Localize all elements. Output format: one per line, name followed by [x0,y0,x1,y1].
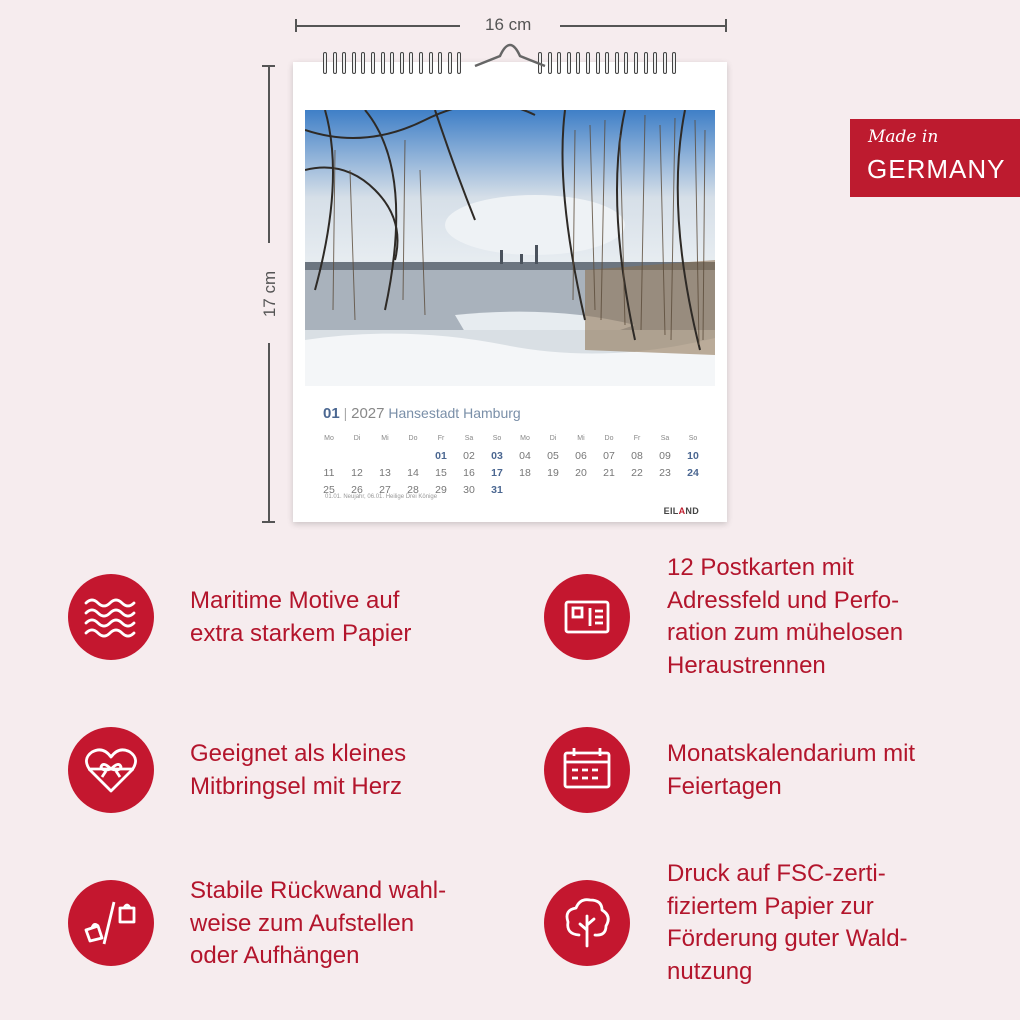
spiral-coil [663,52,667,74]
weekday-header: So [688,435,698,442]
made-in-germany-badge [850,119,1020,197]
spiral-binding-right [538,52,676,78]
hanger-icon [470,36,550,76]
calendar-day: 21 [603,466,615,479]
weekday-header: Fr [437,435,445,442]
spiral-coil [400,52,404,74]
calendar-day: 11 [323,466,335,479]
calendar-day: 09 [659,449,671,462]
width-tick-left [295,19,297,32]
calendar-day: 22 [631,466,643,479]
calendar-day: 28 [407,483,419,496]
calendar-day: 13 [379,466,391,479]
postcard-icon [544,574,630,660]
width-label: 16 cm [485,15,532,34]
spiral-coil [605,52,609,74]
calendar-day: 18 [519,466,531,479]
heart-gift-icon [68,727,154,813]
calendar-day: 29 [435,483,447,496]
brand-logo: EILAND [663,506,699,516]
calendar-day: 23 [659,466,671,479]
spiral-coil [576,52,580,74]
spiral-coil [457,52,461,74]
calendar-photo [305,110,715,386]
weekday-header: Mo [520,435,530,442]
badge-made-in: Made in [868,127,939,147]
calendar-day: 27 [379,483,391,496]
calendar-day: 05 [547,449,559,462]
weekday-header: Sa [464,435,474,442]
spiral-coil [381,52,385,74]
spiral-coil [409,52,413,74]
feature-gift: Geeignet als kleines Mitbringsel mit Herz [190,740,407,800]
calendar-grid [315,430,713,498]
spiral-coil [644,52,648,74]
weekday-header: Do [408,435,418,442]
calendar-day: 08 [631,449,643,462]
weekday-header: Mi [577,435,585,442]
calendar-heading: 01 | 2027 Hansestadt Hamburg [323,405,521,422]
spiral-coil [586,52,590,74]
feature-maritime: Maritime Motive auf extra starkem Papier [190,587,412,647]
calendar-day: 01 [435,449,447,462]
calendar-day: 17 [491,466,503,479]
height-tick-bottom [262,521,275,523]
spiral-coil [390,52,394,74]
weekday-header: Do [604,435,614,442]
calendar-month: 01 [323,405,340,422]
spiral-coil [557,52,561,74]
height-tick-top [262,65,275,67]
calendar-day: 06 [575,449,587,462]
feature-postcards: 12 Postkarten mit Adressfeld und Perfo- ration zum mühelosen Heraustrennen [667,554,904,679]
calendar-day: 31 [491,483,503,496]
spiral-binding-left [323,52,461,78]
spiral-coil [342,52,346,74]
calendar-day: 07 [603,449,615,462]
calendar-day: 15 [435,466,447,479]
calendar-year: 2027 [351,405,385,422]
calendar-day: 20 [575,466,587,479]
spiral-coil [333,52,337,74]
spiral-coil [596,52,600,74]
calendar-day: 03 [491,449,503,462]
tree-icon [544,880,630,966]
wall-calendar [293,62,727,522]
calendar-day: 14 [407,466,419,479]
spiral-coil [448,52,452,74]
weekday-header: Di [549,435,557,442]
weekday-header: Mo [324,435,334,442]
spiral-coil [352,52,356,74]
spiral-coil [361,52,365,74]
calendar-day: 12 [351,466,363,479]
calendar-day: 19 [547,466,559,479]
calendar-day: 02 [463,449,475,462]
spiral-coil [624,52,628,74]
feature-calendar: Monatskalendarium mit Feiertagen [667,740,916,800]
calendar-day: 30 [463,483,475,496]
calendar-city: Hamburg [463,405,521,421]
spiral-coil [615,52,619,74]
spiral-coil [634,52,638,74]
calendar-day: 24 [687,466,699,479]
calendar-day: 25 [323,483,335,496]
spiral-coil [567,52,571,74]
weekday-header-row [315,430,713,447]
spiral-coil [653,52,657,74]
width-dimension-line-right [560,25,726,27]
height-label: 17 cm [260,270,279,318]
calendar-region: Hansestadt [388,405,460,421]
spiral-coil [429,52,433,74]
height-dimension-line-top [268,65,270,243]
spiral-coil [419,52,423,74]
stand-hang-icon [68,880,154,966]
spiral-coil [438,52,442,74]
feature-stand: Stabile Rückwand wahl- weise zum Aufstellen oder Aufhängen [190,877,447,969]
calendar-week-row [315,447,713,464]
weekday-header: Mi [381,435,389,442]
calendar-holidays: 01.01. Neujahr, 06.01. Heilige Drei Könige [325,494,438,500]
spiral-coil [672,52,676,74]
waves-icon [68,574,154,660]
width-tick-right [725,19,727,32]
height-dimension-line-bottom [268,343,270,523]
calendar-icon [544,727,630,813]
width-dimension-line-left [295,25,460,27]
spiral-coil [371,52,375,74]
calendar-day: 16 [463,466,475,479]
calendar-week-row [315,464,713,481]
calendar-day: 10 [687,449,699,462]
calendar-day: 04 [519,449,531,462]
feature-fsc: Druck auf FSC-zerti- fiziertem Papier zur Förderung guter Wald- nutzung [667,860,908,985]
weekday-header: Sa [660,435,670,442]
weekday-header: So [492,435,502,442]
badge-germany: GERMANY [867,154,1006,184]
spiral-coil [323,52,327,74]
weekday-header: Di [353,435,361,442]
weekday-header: Fr [633,435,641,442]
calendar-day: 26 [351,483,363,496]
